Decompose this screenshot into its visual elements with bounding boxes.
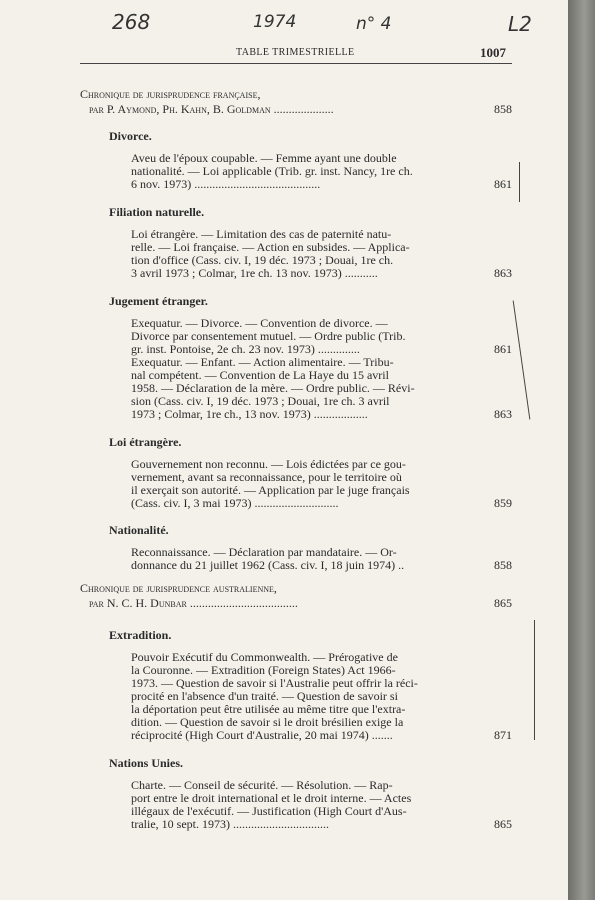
entry-line [131,703,405,715]
page-number: 1007 [480,45,506,60]
entry-text: 1973. — Question de savoir si l'Australie peut offrir la réci- [131,676,418,690]
entry-line [131,330,406,342]
entry-line [131,152,397,164]
entry-text: Reconnaissance. — Déclaration par mandataire. — Or- [131,545,397,559]
entry-page-number: 865 [494,817,512,831]
entry-text: dition. — Question de savoir si le droit brésilien exige la [131,715,404,729]
entry-text: Divorce par consentement mutuel. — Ordre public (Trib. [131,329,406,343]
entry-line [131,651,398,663]
entry-text: tralie, 10 sept. 1973) ................................ [131,817,329,831]
entry-line [131,779,393,791]
entry-text: Jugement étranger. [109,294,208,308]
entry-line [131,356,394,368]
entry-line [131,664,396,676]
entry-text: relle. — Loi française. — Action en subsides. — Applica- [131,240,410,254]
entry-text: Nations Unies. [109,756,184,770]
entry-text: Gouvernement non reconnu. — Lois édictées par ce gou- [131,457,406,471]
section-heading [109,205,204,220]
entry-line [131,343,360,355]
entry-line [131,792,411,804]
handwritten-note-number: 268 [112,10,151,34]
entry-text: Pouvoir Exécutif du Commonwealth. — Prérogative de [131,650,398,664]
entry-line [131,458,406,470]
entry-line [131,690,398,702]
entry-text: Exequatur. — Enfant. — Action alimentaire. — Tribu- [131,355,394,369]
margin-pencil-mark [519,162,520,202]
entry-page-number: 858 [494,102,512,116]
entry-text: port entre le droit international et le droit interne. — Actes [131,791,412,805]
entry-line [131,178,320,190]
section-heading [109,756,183,771]
entry-page-number: 863 [494,407,512,421]
entry-text: 6 nov. 1973) .......................................... [131,177,321,191]
entry-text: donnance du 21 juillet 1962 (Cass. civ. I, 18 juin 1974) .. [131,558,405,572]
entry-text: Extradition. [109,628,172,642]
entry-line [131,559,404,571]
handwritten-note-code: L2 [508,12,532,36]
entry-page-number: 861 [494,342,512,356]
book-spine-shadow [568,0,595,900]
entry-line [131,484,410,496]
margin-pencil-mark [534,620,535,740]
entry-text: réciprocité (High Court d'Australie, 20 mai 1974) ....... [131,728,393,742]
entry-text: 3 avril 1973 ; Colmar, 1re ch. 13 nov. 1973) ........... [131,266,378,280]
entry-line [131,165,413,177]
section-heading [109,129,152,144]
entry-line [131,805,407,817]
handwritten-note-issue: n° 4 [356,14,392,34]
entry-text: Chronique de jurisprudence française, [80,87,261,101]
entry-page-number: 858 [494,558,512,572]
entry-line [131,369,389,381]
section-heading [109,628,171,643]
entry-text: Chronique de jurisprudence australienne, [80,581,277,595]
entry-line [131,382,415,394]
entry-text: 1958. — Déclaration de la mère. — Ordre public. — Révi- [131,381,415,395]
entry-page-number: 861 [494,177,512,191]
entry-page-number: 863 [494,266,512,280]
entry-text: Exequatur. — Divorce. — Convention de divorce. — [131,316,388,330]
entry-line [131,408,368,420]
entry-line [131,395,390,407]
entry-text: Aveu de l'époux coupable. — Femme ayant une double [131,151,397,165]
entry-line [131,267,378,279]
entry-text: Nationalité. [109,523,169,537]
running-title: TABLE TRIMESTRIELLE [236,47,355,58]
entry-text: sion (Cass. civ. I, 19 déc. 1973 ; Douai, 1re ch. 3 avril [131,394,390,408]
entry-text: Divorce. [109,129,152,143]
entry-page-number: 865 [494,596,512,610]
section-heading [109,435,181,450]
entry-line [131,497,339,509]
entry-text: procité en l'absence d'un traité. — Question de savoir si [131,689,398,703]
entry-text: vernement, avant sa reconnaissance, pour le territoire où [131,470,402,484]
entry-text: tion d'office (Cass. civ. I, 19 déc. 1973 ; Douai, 1re ch. [131,253,394,267]
entry-text: il exerçait son autorité. — Application par le juge français [131,483,410,497]
handwritten-note-year: 1974 [253,12,297,32]
margin-pencil-mark [513,301,531,420]
entry-line [89,597,298,609]
entry-line [131,729,393,741]
entry-line [89,103,334,115]
header-rule [80,63,512,64]
entry-text: Loi étrangère. — Limitation des cas de paternité natu- [131,227,392,241]
entry-text: par N. C. H. Dunbar .................................... [89,596,298,610]
entry-text: la Couronne. — Extradition (Foreign States) Act 1966- [131,663,396,677]
entry-line [131,241,410,253]
entry-text: la déportation peut être utilisée au même titre que l'extra- [131,702,406,716]
entry-line [131,471,402,483]
entry-text: nationalité. — Loi applicable (Trib. gr. inst. Nancy, 1re ch. [131,164,413,178]
entry-line [80,88,260,100]
entry-text: 1973 ; Colmar, 1re ch., 13 nov. 1973) .................. [131,407,368,421]
entry-line [131,254,393,266]
entry-page-number: 871 [494,728,512,742]
entry-line [131,228,391,240]
entry-text: gr. inst. Pontoise, 2e ch. 23 nov. 1973) .............. [131,342,360,356]
entry-line [131,716,403,728]
entry-text: par P. Aymond, Ph. Kahn, B. Goldman .................... [89,102,334,116]
entry-text: (Cass. civ. I, 3 mai 1973) ............................ [131,496,339,510]
section-heading [109,294,208,309]
entry-line [131,818,329,830]
entry-line [131,317,388,329]
entry-text: Filiation naturelle. [109,205,205,219]
entry-line [80,582,277,594]
entry-text: nal compétent. — Convention de La Haye du 15 avril [131,368,389,382]
entry-text: Charte. — Conseil de sécurité. — Résolution. — Rap- [131,778,393,792]
entry-line [131,546,397,558]
section-heading [109,523,169,538]
entry-text: Loi étrangère. [109,435,182,449]
entry-line [131,677,418,689]
entry-text: illégaux de l'exécutif. — Justification (High Court d'Aus- [131,804,407,818]
entry-page-number: 859 [494,496,512,510]
